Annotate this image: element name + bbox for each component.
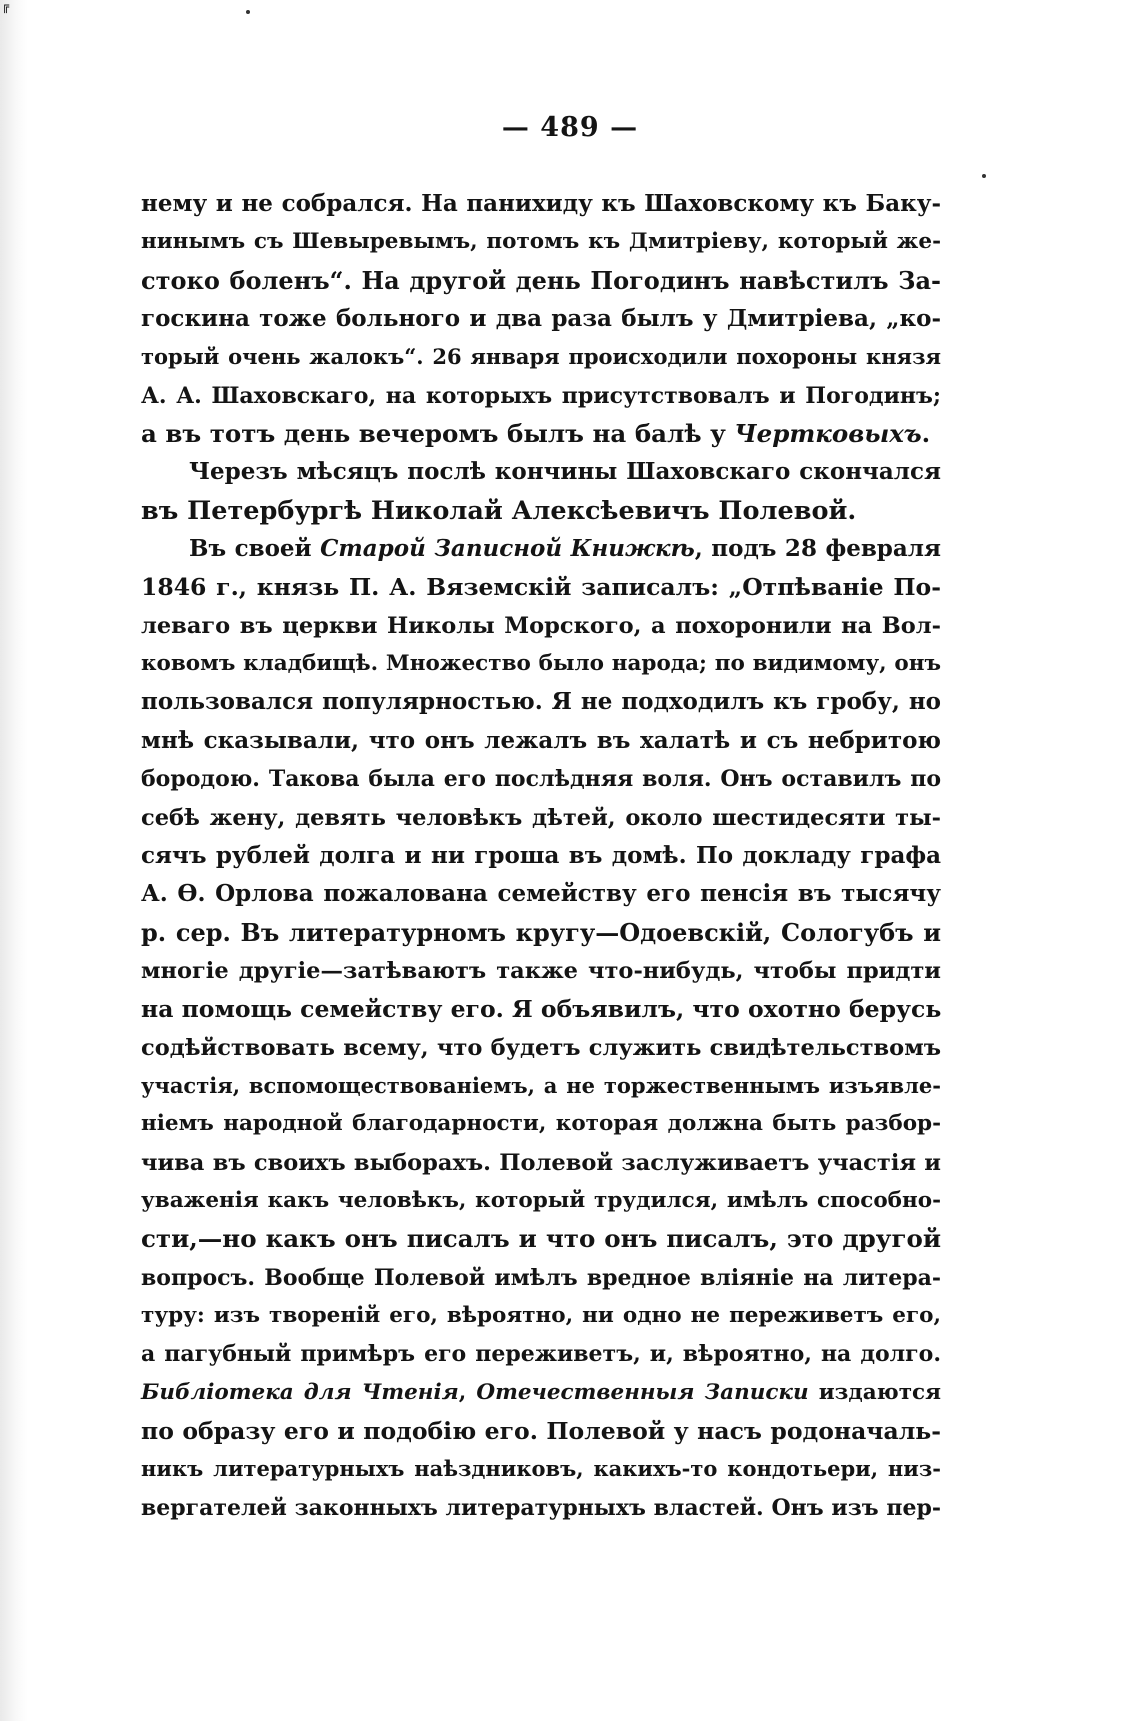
text-line xyxy=(141,1335,941,1373)
text-line xyxy=(141,1374,941,1412)
text-line xyxy=(141,492,941,530)
text-segment: уваженія какъ человѣкъ, который трудился, имѣлъ способно- xyxy=(141,1187,941,1213)
text-segment: леваго въ церкви Николы Морского, а похоронили на Вол- xyxy=(141,612,941,639)
text-line xyxy=(141,952,941,990)
text-segment: нему и не собрался. На панихиду къ Шаховскому къ Баку- xyxy=(141,190,941,217)
text-line xyxy=(141,607,941,645)
text-line xyxy=(141,300,941,338)
body-text xyxy=(141,185,941,1527)
text-segment: А. Ѳ. Орлова пожалована семейству его пенсія въ тысячу xyxy=(141,880,941,908)
text-segment: издаются xyxy=(808,1379,942,1405)
text-segment: никъ литературныхъ наѣздниковъ, какихъ-то кондотьери, низ- xyxy=(141,1456,941,1482)
text-line xyxy=(141,415,941,453)
text-segment: Въ своей xyxy=(189,535,321,563)
italic-title: Отечественныя Записки xyxy=(476,1379,809,1405)
text-segment: пользовался популярностью. Я не подходилъ къ гробу, но xyxy=(141,688,941,716)
text-line xyxy=(141,1105,941,1143)
text-segment: , xyxy=(458,1379,477,1405)
text-line xyxy=(141,530,941,568)
text-segment: Черезъ мѣсяцъ послѣ кончины Шаховскаго скончался xyxy=(189,458,941,486)
text-segment: А. А. Шаховскаго, на которыхъ присутствовалъ и Погодинъ; xyxy=(141,382,941,409)
italic-title: Чертковыхъ xyxy=(734,419,922,449)
text-line xyxy=(141,875,941,913)
text-segment: а въ тотъ день вечеромъ былъ на балѣ у xyxy=(141,419,735,449)
text-line xyxy=(141,760,941,798)
text-segment: ніемъ народной благодарности, которая должна быть разбор- xyxy=(141,1111,941,1137)
text-line xyxy=(141,645,941,683)
scan-speck xyxy=(982,174,986,178)
text-line xyxy=(141,453,941,491)
text-line xyxy=(141,1220,941,1258)
text-segment: чива въ своихъ выборахъ. Полевой заслуживаетъ участія и xyxy=(141,1149,941,1176)
italic-title: Библіотека для Чтенія xyxy=(141,1379,459,1405)
text-segment: р. сер. Въ литературномъ кругу—Одоевскій, Сологубъ и xyxy=(141,917,941,947)
text-line xyxy=(141,377,941,415)
text-line xyxy=(141,683,941,721)
text-line xyxy=(141,837,941,875)
italic-title: Старой Записной Книжкѣ xyxy=(320,535,695,563)
text-line xyxy=(141,799,941,837)
text-line xyxy=(141,1450,941,1488)
text-segment: , подъ 28 февраля xyxy=(694,535,941,563)
text-segment: сячъ рублей долга и ни гроша въ домѣ. По докладу графа xyxy=(141,841,941,869)
text-segment: стоко боленъ“. На другой день Погодинъ навѣстилъ За- xyxy=(141,265,941,295)
text-segment: торый очень жалокъ“. 26 января происходили похороны князя xyxy=(141,344,941,370)
text-segment: въ Петербургѣ Николай Алексѣевичъ Полевой. xyxy=(141,495,857,526)
text-line xyxy=(141,1067,941,1105)
text-segment: бородою. Такова была его послѣдняя воля. Онъ оставилъ по xyxy=(141,766,941,793)
text-line xyxy=(141,914,941,952)
text-segment: участія, вспомоществованіемъ, а не торжественнымъ изъявле- xyxy=(141,1072,941,1098)
text-segment: 1846 г., князь П. А. Вяземскій записалъ: „Отпѣваніе По- xyxy=(141,573,941,602)
text-line xyxy=(141,1489,941,1527)
text-line xyxy=(141,1259,941,1297)
text-segment: мнѣ сказывали, что онъ лежалъ въ халатѣ и съ небритою xyxy=(141,726,941,754)
text-line xyxy=(141,1029,941,1067)
text-segment: а пагубный примѣръ его переживетъ, и, вѣроятно, на долго. xyxy=(141,1341,941,1368)
text-segment: содѣйствовать всему, что будетъ служить свидѣтельствомъ xyxy=(141,1034,941,1061)
text-segment: сти,—но какъ онъ писалъ и что онъ писалъ, это другой xyxy=(141,1224,941,1254)
text-line xyxy=(141,185,941,223)
text-line xyxy=(141,1297,941,1335)
text-segment: . xyxy=(921,419,931,449)
text-segment: на помощь семейству его. Я объявилъ, что охотно берусь xyxy=(141,995,942,1024)
scan-edge-shadow xyxy=(0,0,28,1721)
text-segment: себѣ жену, девять человѣкъ дѣтей, около шестидесяти ты- xyxy=(141,804,941,831)
text-line xyxy=(141,722,941,760)
text-segment: ковомъ кладбищѣ. Множество было народа; по видимому, онъ xyxy=(141,651,941,677)
text-segment: госкина тоже больного и два раза былъ у Дмитріева, „ко- xyxy=(141,305,941,333)
text-line xyxy=(141,990,941,1028)
text-segment: по образу его и подобію его. Полевой у насъ родоначаль- xyxy=(141,1417,941,1445)
text-segment: вопросъ. Вообще Полевой имѣлъ вредное вліяніе на литера- xyxy=(141,1264,941,1291)
text-line xyxy=(141,1412,941,1450)
text-line xyxy=(141,338,941,376)
text-line xyxy=(141,223,941,261)
text-line xyxy=(141,1182,941,1220)
text-line xyxy=(141,1144,941,1182)
corner-scan-mark: ╔ xyxy=(2,0,10,13)
page-number: — 489 — xyxy=(501,112,639,143)
text-segment: многіе другіе—затѣваютъ также что-нибудь, чтобы придти xyxy=(141,957,941,984)
text-line xyxy=(141,568,941,606)
text-line xyxy=(141,262,941,300)
scan-speck xyxy=(246,10,250,14)
text-segment: туру: изъ твореній его, вѣроятно, ни одно не переживетъ его, xyxy=(141,1302,941,1328)
text-segment: нинымъ съ Шевыревымъ, потомъ къ Дмитріеву, который же- xyxy=(141,229,941,255)
text-segment: вергателей законныхъ литературныхъ властей. Онъ изъ пер- xyxy=(141,1494,941,1521)
